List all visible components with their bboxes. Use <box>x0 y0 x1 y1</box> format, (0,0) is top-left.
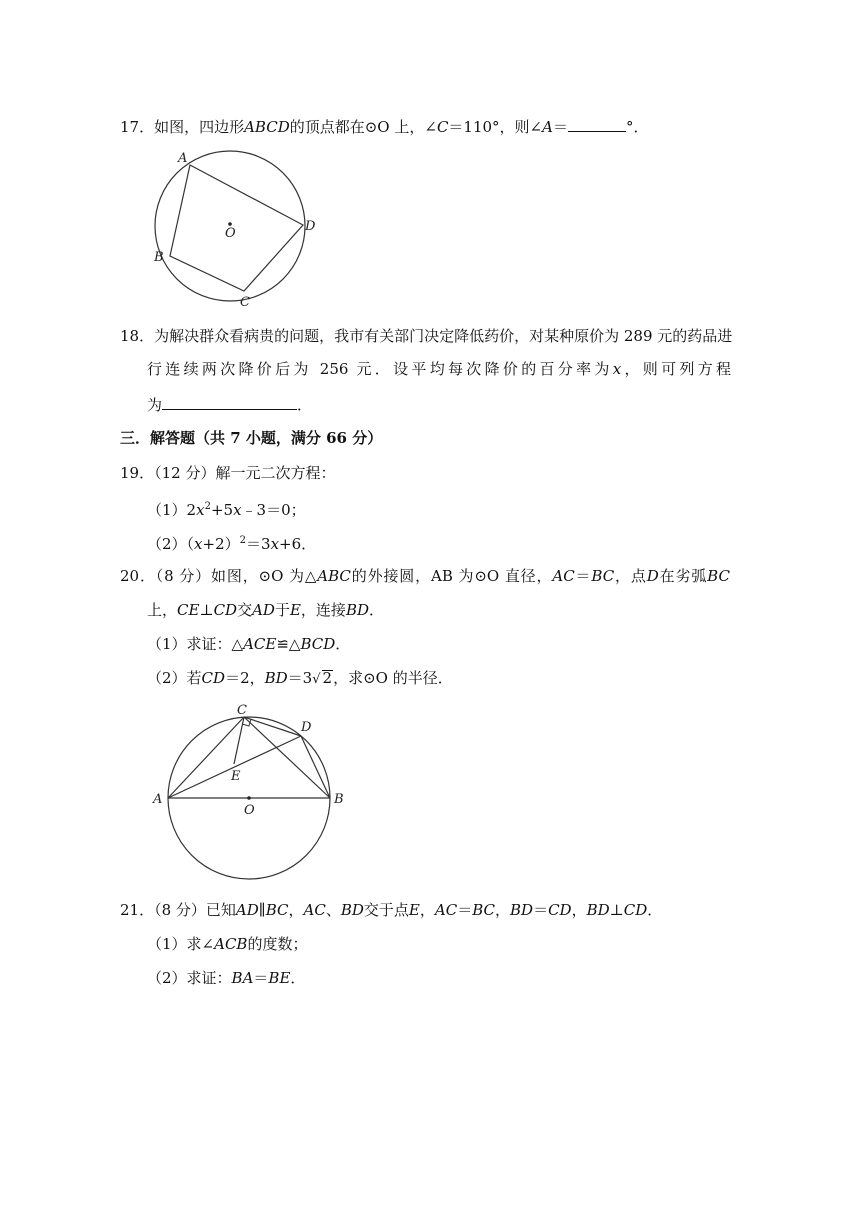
q21-l1g: ＝ <box>457 901 473 919</box>
q20-p2b: ＝2， <box>225 669 265 687</box>
q20-bc: BC <box>591 567 615 585</box>
q21-p2a: （2）求证： <box>147 969 232 987</box>
q20-ad: AD <box>252 601 275 619</box>
q21-ac: AC <box>303 901 326 919</box>
q20-segment-bc <box>244 717 330 798</box>
q20-segment-bd <box>301 736 330 798</box>
q17-label-o: O <box>225 226 236 241</box>
q19-p1x: x <box>196 501 205 519</box>
q21-l1e: 交于点 <box>363 901 409 919</box>
q21-ba: BA <box>231 969 254 987</box>
q17-label-c: C <box>240 295 250 310</box>
q20-p1a: （1）求证：△ <box>147 635 244 653</box>
q21-cd: CD <box>548 901 572 919</box>
q21-acb: ACB <box>214 935 248 953</box>
q20-bd: BD <box>345 601 369 619</box>
q21-l1l: ． <box>647 901 663 919</box>
q20-center-point <box>247 796 251 800</box>
q21-p2b: ＝ <box>253 969 269 987</box>
q20-l2e: ，连接 <box>300 601 346 619</box>
q20-l2f: ． <box>369 601 385 619</box>
q17-angle: ＝110°，则∠ <box>448 118 543 136</box>
q20-bcd: BCD <box>300 635 336 653</box>
q18-line2b: ，则可列方程 <box>621 360 731 378</box>
q21-be: BE <box>268 969 291 987</box>
q18-line3b: ． <box>297 396 313 414</box>
q20-p2c: ＝3 <box>287 669 313 687</box>
q21-ad: AD <box>235 901 259 919</box>
q19-p1b: +5 <box>210 501 234 519</box>
q20-label-e: E <box>231 769 241 784</box>
q20-label-c: C <box>237 703 247 718</box>
question-21-line-1 <box>120 900 662 920</box>
q20-label-b: B <box>334 792 344 807</box>
question-20-line-2 <box>147 600 384 620</box>
q19-p1sup: 2 <box>204 501 211 512</box>
q19-p2b: +2） <box>202 535 240 553</box>
q17-answer-blank[interactable] <box>568 116 626 132</box>
q21-p1a: （1）求∠ <box>147 935 215 953</box>
q21-l1b: ∥ <box>258 901 266 919</box>
q20-l1d: ，点 <box>614 567 647 585</box>
question-18-line-2 <box>147 359 731 379</box>
q17-mid: 的顶点都在⊙O 上，∠ <box>289 118 437 136</box>
q19-p2x: x <box>194 535 203 553</box>
q20-l2d: 于 <box>274 601 290 619</box>
question-18-line-1 <box>120 326 732 346</box>
q20-bd2: BD <box>264 669 288 687</box>
q17-prefix: 17．如图，四边形 <box>120 118 245 136</box>
q17-eq: ＝ <box>552 118 568 136</box>
q19-part-1 <box>147 497 306 520</box>
q21-bc: BC <box>265 901 289 919</box>
q19-p1a: （1）2 <box>147 501 197 519</box>
q21-l1j: ， <box>571 901 587 919</box>
q20-part-2: （2）若CD＝2，BD＝3√ 2，求⊙O 的半径． <box>147 669 453 687</box>
q21-bd: BD <box>340 901 364 919</box>
q20-sqrt-radicand: 2 <box>322 669 333 687</box>
q20-part-1 <box>147 634 350 654</box>
q21-l1i: ＝ <box>533 901 549 919</box>
q20-cd: CD <box>213 601 238 619</box>
q20-l1a: 20．（8 分）如图，⊙O 为△ <box>120 567 318 585</box>
q18-line2a: 行连续两次降价后为 256 元．设平均每次降价的百分率为 <box>147 360 613 378</box>
q21-bc2: BC <box>472 901 495 919</box>
q20-figure <box>148 700 348 876</box>
q21-p2c: ． <box>290 969 306 987</box>
q21-l1h: ， <box>494 901 510 919</box>
q21-l1a: 21．（8 分）已知 <box>120 901 236 919</box>
q20-ac: AC <box>552 567 575 585</box>
q17-label-b: B <box>154 250 164 265</box>
q21-bd3: BD <box>586 901 610 919</box>
q21-l1d: 、 <box>325 901 341 919</box>
q19-part-2 <box>147 531 316 554</box>
q18-line1: 18．为解决群众看病贵的问题，我市有关部门决定降低药价，对某种原价为 289 元的药品进 <box>120 327 733 345</box>
q17-suffix: °． <box>625 118 649 136</box>
q21-e: E <box>408 901 420 919</box>
q20-l2b: ⊥ <box>199 601 214 619</box>
q20-label-a: A <box>153 792 163 807</box>
q18-answer-blank[interactable] <box>162 394 297 410</box>
q20-l1c: ＝ <box>574 567 592 585</box>
q21-p1b: 的度数； <box>247 935 308 953</box>
q19-p2d: +6． <box>279 535 317 553</box>
q17-c: C <box>436 118 449 136</box>
q20-l2c: 交 <box>237 601 253 619</box>
q20-p1c: ． <box>335 635 351 653</box>
q19-p1c: ﹣3＝0； <box>241 501 306 519</box>
q21-l1k: ⊥ <box>609 901 624 919</box>
q21-cd2: CD <box>623 901 648 919</box>
q17-label-a: A <box>178 151 188 166</box>
q17-quadrilateral <box>170 165 303 291</box>
q19-p2c: ＝3 <box>246 535 271 553</box>
q19-p2x2: x <box>270 535 280 553</box>
q17-label-d: D <box>305 219 316 234</box>
q18-x: x <box>612 360 622 378</box>
q17-a: A <box>542 118 553 136</box>
q20-abc: ABC <box>317 567 351 585</box>
q21-part-1 <box>147 934 307 954</box>
q20-p2a: （2）若 <box>147 669 202 687</box>
q20-l2a: 上， <box>147 601 178 619</box>
q21-l1c: ， <box>288 901 304 919</box>
q21-l1f: ， <box>419 901 435 919</box>
q20-d: D <box>646 567 659 585</box>
q21-part-2 <box>147 968 305 988</box>
section-3-title: 三．解答题（共 7 小题，满分 66 分） <box>120 429 383 447</box>
q20-cd2: CD <box>201 669 226 687</box>
question-19-stem: 19．（12 分）解一元二次方程： <box>120 464 336 482</box>
q20-l1e: 在劣弧 <box>658 567 708 585</box>
q20-label-d: D <box>301 720 312 735</box>
question-18-line-3 <box>147 394 312 415</box>
q21-ac2: AC <box>434 901 458 919</box>
q19-p1x2: x <box>233 501 242 519</box>
q17-figure <box>148 146 314 310</box>
q20-ace: ACE <box>243 635 277 653</box>
question-17-text <box>120 116 649 137</box>
q20-segment-cd <box>244 717 301 736</box>
q20-l1b: 的外接圆，AB 为⊙O 直径， <box>350 567 553 585</box>
q20-ce: CE <box>177 601 200 619</box>
q19-p2sup: 2 <box>239 535 247 546</box>
q17-abcd: ABCD <box>244 118 290 136</box>
q19-p2a: （2）（ <box>147 535 195 553</box>
q20-label-o: O <box>244 803 255 818</box>
q18-line3a: 为 <box>147 396 163 414</box>
q20-p1b: ≌△ <box>276 635 301 653</box>
q21-bd2: BD <box>510 901 534 919</box>
q20-p2d: ，求⊙O 的半径． <box>333 669 453 687</box>
q20-e: E <box>289 601 301 619</box>
question-20-line-1 <box>120 566 730 586</box>
q20-bc2: BC <box>707 567 730 585</box>
